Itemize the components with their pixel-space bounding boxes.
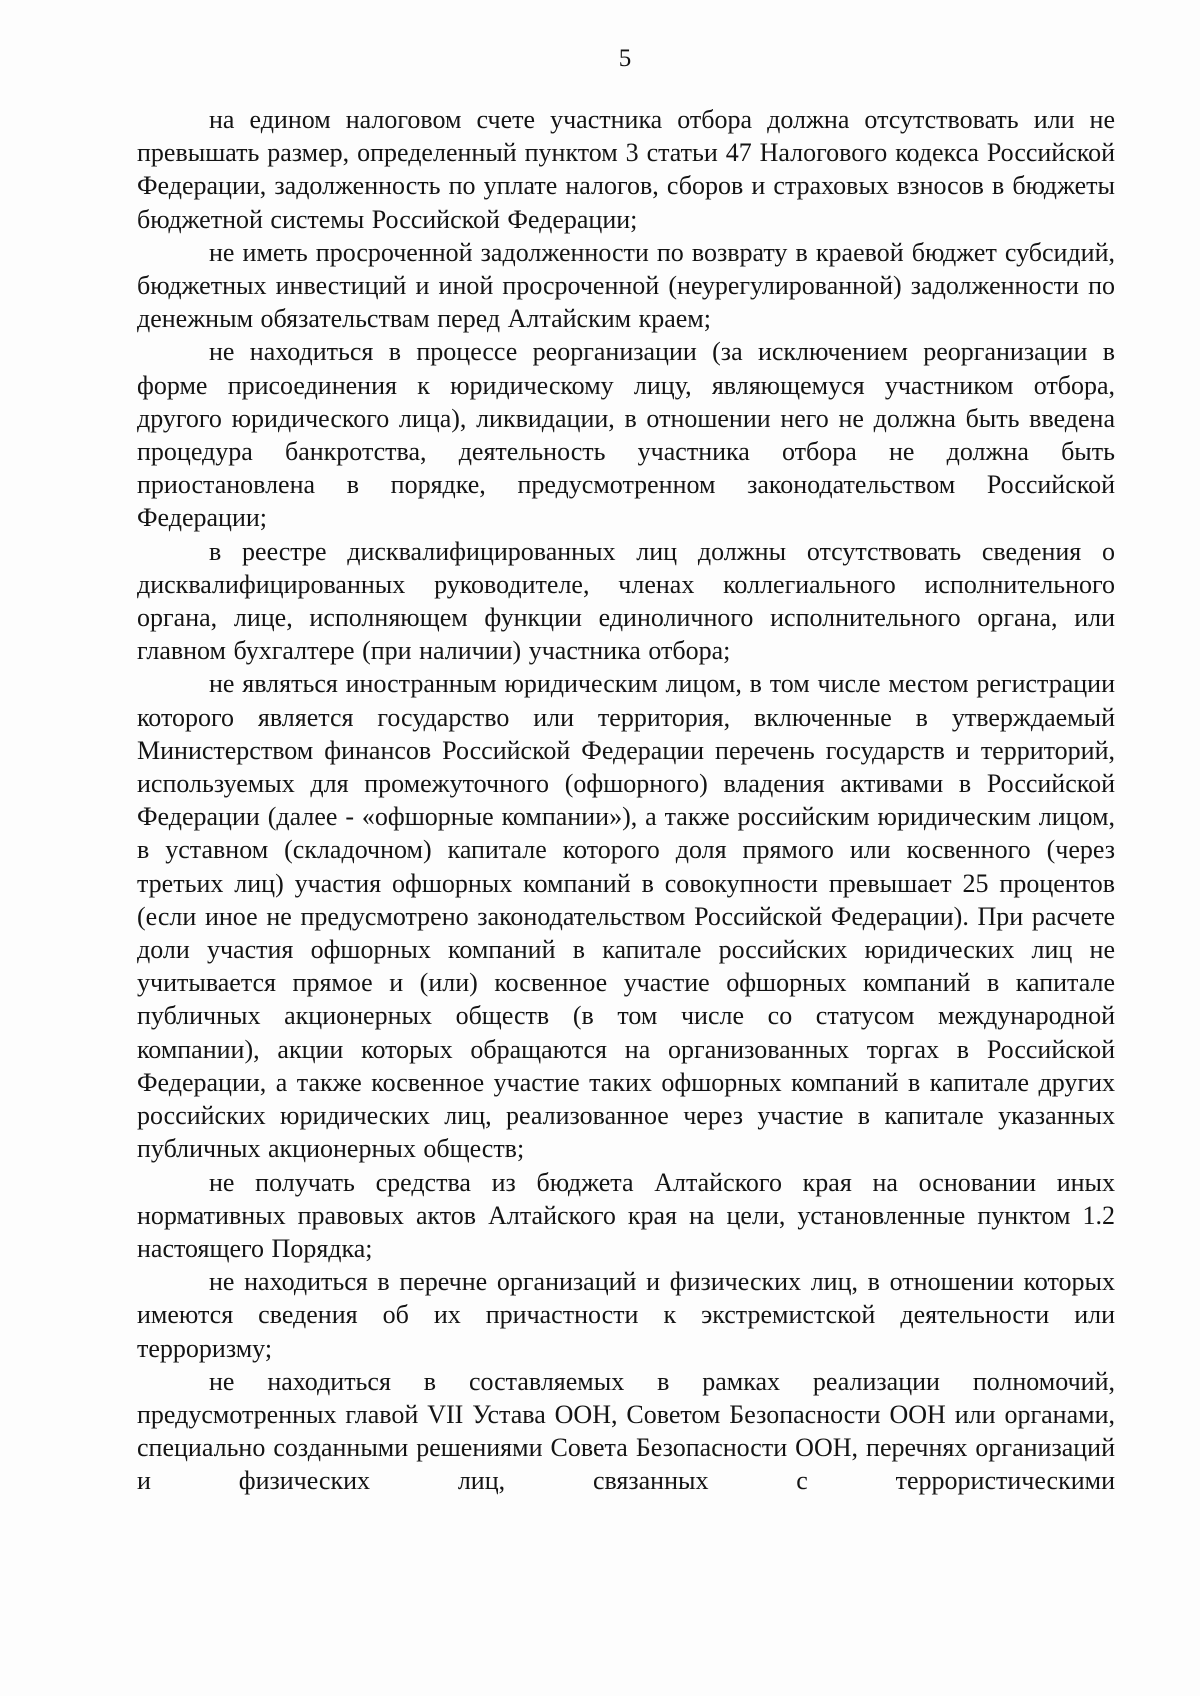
document-body [137, 103, 1115, 1498]
paragraph-other-funding: не получать средства из бюджета Алтайского края на основании иных нормативных правовых актов Алтайского края на цели, установленные пунктом 1.2 настоящего Порядка; [137, 1167, 1115, 1263]
paragraph-un-sanctions: не находиться в составляемых в рамках реализации полномочий, предусмотренных главой VII Устава ООН, Советом Безопасности ООН или органами, специально созданными решениями Совета Безопасности ООН, перечнях организаций и физических лиц, связанных с террористическими [137, 1366, 1115, 1496]
paragraph-disqualified-persons: в реестре дисквалифицированных лиц должны отсутствовать сведения о дисквалифицированных руководителе, членах коллегиального исполнительного органа, лице, исполняющем функции единоличного исполнительного органа, или главном бухгалтере (при наличии) участника отбора; [137, 536, 1115, 666]
paragraph-offshore-companies: не являться иностранным юридическим лицом, в том числе местом регистрации которого является государство или территория, включенные в утверждаемый Министерством финансов Российской Федерации перечень государств и территорий, используемых для промежуточного (офшорного) владения активами в Российской Федерации (далее - «офшорные компании»), а также российским юридическим лицом, в уставном (складочном) капитале которого доля прямого или косвенного (через третьих лиц) участия офшорных компаний в совокупности превышает 25 процентов (если иное не предусмотрено законодательством Российской Федерации). При расчете доли участия офшорных компаний в капитале российских юридических лиц не учитывается прямое и (или) косвенное участие офшорных компаний в капитале публичных акционерных обществ (в том числе со статусом международной компании), акции которых обращаются на организованных торгах в Российской Федерации, а также косвенное участие таких офшорных компаний в капитале других российских юридических лиц, реализованное через участие в капитале указанных публичных акционерных обществ; [137, 669, 1115, 1164]
page-number: 5 [618, 45, 632, 72]
paragraph-extremism-list: не находиться в перечне организаций и физических лиц, в отношении которых имеются сведения об их причастности к экстремистской деятельности или терроризму; [137, 1267, 1115, 1363]
paragraph-overdue-debt: не иметь просроченной задолженности по возврату в краевой бюджет субсидий, бюджетных инвестиций и иной просроченной (неурегулированной) задолженности по денежным обязательствам перед Алтайским краем; [137, 237, 1115, 334]
paragraph-tax-debt: на едином налоговом счете участника отбора должна отсутствовать или не превышать размер, определенный пунктом 3 статьи 47 Налогового кодекса Российской Федерации, задолженность по уплате налогов, сборов и страховых взносов в бюджеты бюджетной системы Российской Федерации; [137, 105, 1115, 234]
paragraph-reorganization: не находиться в процессе реорганизации (за исключением реорганизации в форме присоединения к юридическому лицу, являющемуся участником отбора, другого юридического лица), ликвидации, в отношении него не должна быть введена процедура банкротства, деятельность участника отбора не должна быть приостановлена в порядке, предусмотренном законодательством Российской Федерации; [137, 337, 1115, 533]
